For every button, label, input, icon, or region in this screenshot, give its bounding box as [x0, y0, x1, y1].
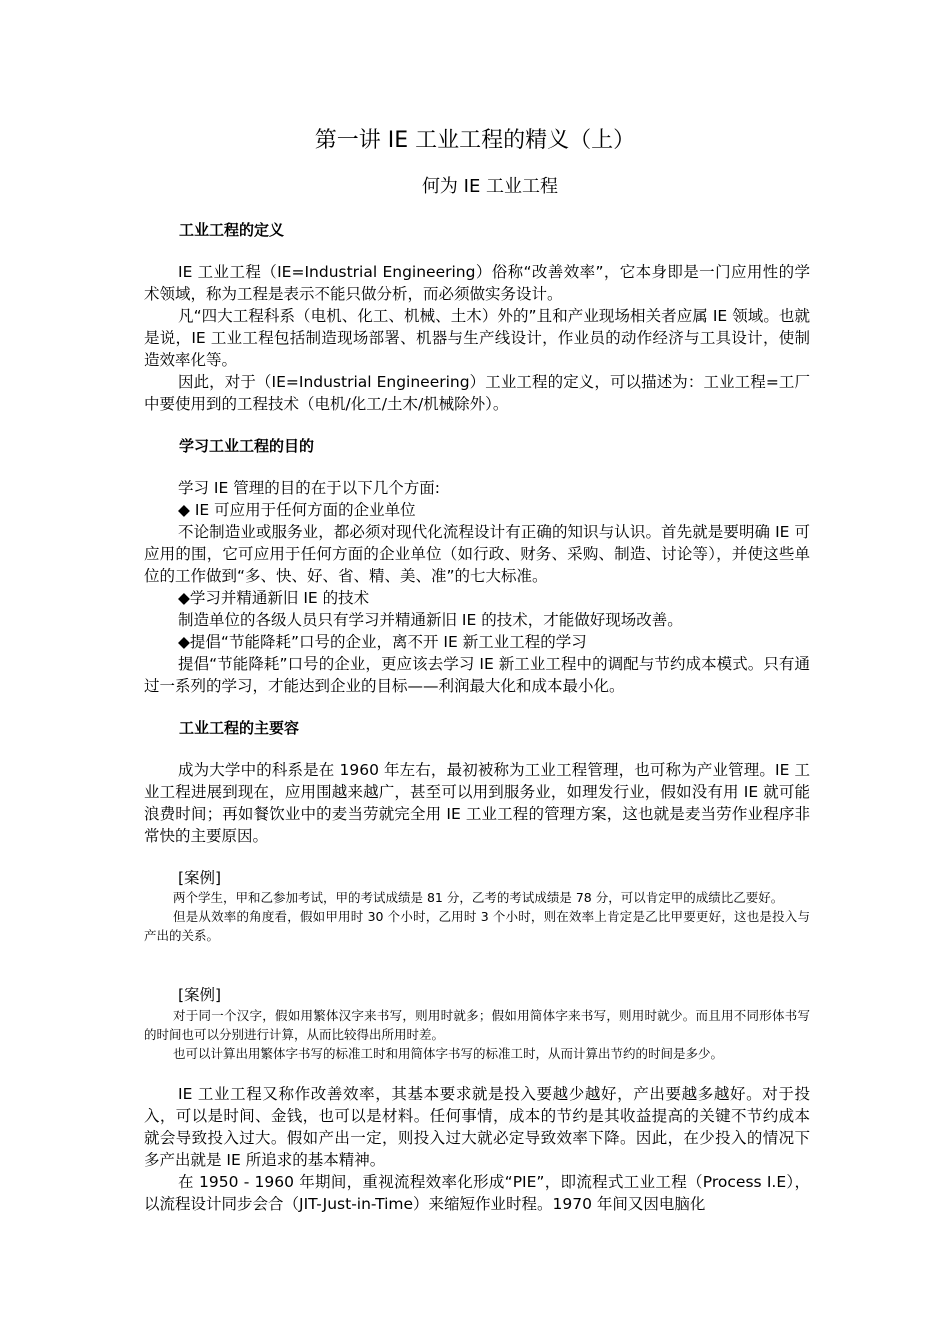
paragraph: 不论制造业或服务业，都必须对现代化流程设计有正确的知识与认识。首先就是要明确 IE 可应用的围，它可应用于任何方面的企业单位（如行政、财务、采购、制造、讨论等），并使这些单位的工作做到“多、快、好、省、精、美、准”的七大标准。: [144, 523, 810, 585]
page-subtitle: 何为 IE 工业工程: [421, 176, 559, 197]
paragraph: 对于同一个汉字，假如用繁体汉字来书写，则用时就多；假如用简体字来书写，则用时就少。而且用不同形体书写的时间也可以分别进行计算，从而比较得出所用时差。: [144, 1008, 810, 1042]
section-body-content: [144, 759, 810, 847]
section-heading-purpose: 学习工业工程的目的: [179, 437, 315, 455]
case-label: [案例]: [178, 869, 222, 887]
page-title: 第一讲 IE 工业工程的精义（上）: [314, 128, 636, 153]
paragraph: IE 工业工程又称作改善效率，其基本要求就是投入要越少越好，产出要越多越好。对于投入，可以是时间、金钱，也可以是材料。任何事情，成本的节约是其收益提高的关键不节约成本就会导致投入过大。假如产出一定，则投入过大就必定导致效率下降。因此，在少投入的情况下多产出就是 IE 所追求的基本精神。: [144, 1085, 810, 1169]
section-heading-content: 工业工程的主要容: [179, 719, 300, 737]
section-heading-definition: 工业工程的定义: [179, 221, 285, 239]
paragraph: 提倡“节能降耗”口号的企业，更应该去学习 IE 新工业工程中的调配与节约成本模式。只有通过一系列的学习，才能达到企业的目标——利润最大化和成本最小化。: [144, 655, 810, 695]
section-body-purpose: [144, 477, 810, 697]
case-body: [144, 1006, 810, 1063]
paragraph: 凡“四大工程科系（电机、化工、机械、土木）外的”且和产业现场相关者应属 IE 领域。也就是说，IE 工业工程包括制造现场部署、机器与生产线设计，作业员的动作经济与工具设计，使制造效率化等。: [144, 307, 810, 369]
paragraph: 在 1950 - 1960 年期间，重视流程效率化形成“PIE”，即流程式工业工程（Process I.E），以流程设计同步会合（JIT-Just-in-Time）来缩短作业时程。1970 年间又因电脑化: [144, 1173, 810, 1213]
paragraph: 因此，对于（IE=Industrial Engineering）工业工程的定义，可以描述为：工业工程=工厂中要使用到的工程技术（电机/化工/土木/机械除外）。: [144, 373, 810, 413]
bullet-item: ◆提倡“节能降耗”口号的企业，离不开 IE 新工业工程的学习: [178, 633, 587, 651]
bullet-item: ◆ IE 可应用于任何方面的企业单位: [178, 501, 416, 519]
paragraph: IE 工业工程（IE=Industrial Engineering）俗称“改善效率”，它本身即是一门应用性的学术领域，称为工程是表示不能只做分析，而必须做实务设计。: [144, 263, 810, 303]
paragraph: 两个学生，甲和乙参加考试，甲的考试成绩是 81 分，乙考的考试成绩是 78 分，可以肯定甲的成绩比乙要好。: [173, 890, 784, 905]
case-body: [144, 888, 810, 945]
paragraph: 也可以计算出用繁体字书写的标准工时和用简体字书写的标准工时，从而计算出节约的时间是多少。: [173, 1046, 724, 1061]
section-body-efficiency: [144, 1083, 810, 1215]
paragraph: 学习 IE 管理的目的在于以下几个方面:: [178, 479, 440, 497]
section-body-definition: [144, 261, 810, 415]
paragraph: 制造单位的各级人员只有学习并精通新旧 IE 的技术，才能做好现场改善。: [178, 611, 683, 629]
bullet-item: ◆学习并精通新旧 IE 的技术: [178, 589, 370, 607]
paragraph: 成为大学中的科系是在 1960 年左右，最初被称为工业工程管理，也可称为产业管理。IE 工业工程进展到现在，应用围越来越广，甚至可以用到服务业，如理发行业，假如没有用 IE 就可能浪费时间；再如餐饮业中的麦当劳就完全用 IE 工业工程的管理方案，这也就是麦当劳作业程序非常快的主要原因。: [144, 761, 810, 845]
paragraph: 但是从效率的角度看，假如甲用时 30 个小时，乙用时 3 个小时，则在效率上肯定是乙比甲要更好，这也是投入与产出的关系。: [144, 909, 810, 943]
case-label: [案例]: [178, 986, 222, 1004]
